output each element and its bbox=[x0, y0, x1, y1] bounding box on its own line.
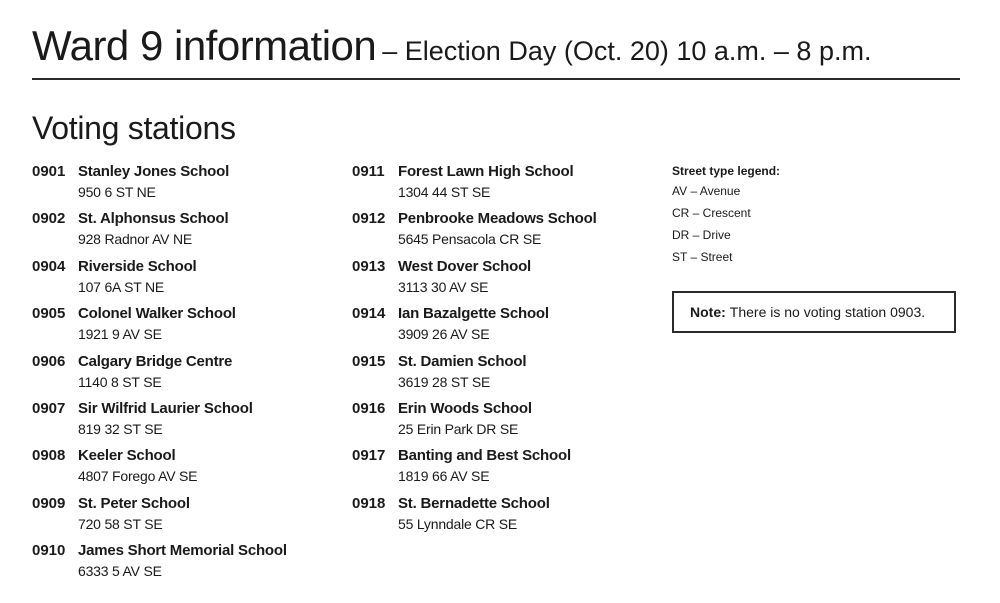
station-name: West Dover School bbox=[398, 257, 532, 275]
station-address: 928 Radnor AV NE bbox=[78, 231, 193, 248]
legend-item: DR – Drive bbox=[672, 228, 731, 242]
station-address: 6333 5 AV SE bbox=[78, 563, 162, 580]
legend-title: Street type legend: bbox=[672, 164, 781, 178]
station-code: 0906 bbox=[32, 352, 66, 370]
stations-column-2 bbox=[352, 162, 652, 541]
station-code: 0910 bbox=[32, 542, 66, 560]
station-name: Stanley Jones School bbox=[78, 163, 230, 180]
station-0908 bbox=[32, 446, 342, 493]
station-0904 bbox=[32, 257, 342, 304]
station-code: 0917 bbox=[352, 447, 386, 465]
station-name: Erin Woods School bbox=[398, 399, 532, 417]
page-header bbox=[32, 14, 960, 80]
station-address: 4807 Forego AV SE bbox=[78, 468, 198, 485]
station-code: 0907 bbox=[32, 399, 66, 417]
station-code: 0905 bbox=[32, 305, 66, 323]
station-0907 bbox=[32, 399, 342, 446]
legend-item: AV – Avenue bbox=[672, 184, 741, 198]
station-code: 0912 bbox=[352, 210, 386, 228]
station-name: St. Damien School bbox=[398, 352, 527, 370]
station-name: Ian Bazalgette School bbox=[398, 305, 549, 323]
note-box bbox=[672, 291, 956, 333]
station-address: 55 Lynndale CR SE bbox=[398, 515, 518, 532]
station-code: 0913 bbox=[352, 257, 386, 275]
station-0909 bbox=[32, 494, 342, 541]
station-code: 0902 bbox=[32, 210, 66, 228]
station-0913 bbox=[352, 257, 652, 304]
legend-item: CR – Crescent bbox=[672, 206, 751, 220]
station-code: 0916 bbox=[352, 399, 386, 417]
station-code: 0918 bbox=[352, 494, 386, 512]
station-0902 bbox=[32, 209, 342, 256]
stations-column-1 bbox=[32, 162, 342, 589]
station-code: 0914 bbox=[352, 305, 386, 323]
station-address: 25 Erin Park DR SE bbox=[398, 420, 519, 437]
station-address: 1819 66 AV SE bbox=[398, 468, 490, 485]
street-type-legend bbox=[672, 162, 780, 268]
station-address: 1921 9 AV SE bbox=[78, 326, 162, 343]
station-name: Colonel Walker School bbox=[78, 305, 236, 323]
station-address: 3113 30 AV SE bbox=[398, 278, 489, 295]
station-0910 bbox=[32, 541, 342, 588]
station-0917 bbox=[352, 446, 652, 493]
station-code: 0911 bbox=[352, 163, 385, 180]
station-code: 0908 bbox=[32, 447, 66, 465]
station-address: 107 6A ST NE bbox=[78, 278, 165, 295]
station-code: 0901 bbox=[32, 163, 66, 180]
station-name: Banting and Best School bbox=[398, 447, 571, 465]
station-address: 1140 8 ST SE bbox=[78, 373, 162, 390]
station-0915 bbox=[352, 352, 652, 399]
station-name: Penbrooke Meadows School bbox=[398, 210, 597, 228]
station-name: St. Bernadette School bbox=[398, 494, 550, 512]
station-code: 0909 bbox=[32, 494, 66, 512]
station-address: 3619 28 ST SE bbox=[398, 373, 491, 390]
station-0901 bbox=[32, 162, 342, 209]
station-code: 0915 bbox=[352, 352, 386, 370]
station-0918 bbox=[352, 494, 652, 541]
station-0912 bbox=[352, 209, 652, 256]
station-name: Forest Lawn High School bbox=[398, 163, 574, 180]
station-0916 bbox=[352, 399, 652, 446]
station-name: Sir Wilfrid Laurier School bbox=[78, 399, 253, 417]
station-name: Riverside School bbox=[78, 257, 197, 275]
station-0906 bbox=[32, 352, 342, 399]
station-address: 1304 44 ST SE bbox=[398, 184, 491, 200]
station-0914 bbox=[352, 304, 652, 351]
note-label: Note: bbox=[690, 304, 726, 320]
station-address: 720 58 ST SE bbox=[78, 515, 163, 532]
station-address: 950 6 ST NE bbox=[78, 184, 156, 200]
station-name: St. Alphonsus School bbox=[78, 210, 229, 228]
station-code: 0904 bbox=[32, 257, 66, 275]
page-title: Ward 9 information bbox=[32, 22, 377, 69]
page-subtitle: – Election Day (Oct. 20) 10 a.m. – 8 p.m. bbox=[382, 36, 872, 66]
station-name: James Short Memorial School bbox=[78, 542, 287, 560]
note-text: There is no voting station 0903. bbox=[729, 304, 926, 320]
legend-item: ST – Street bbox=[672, 250, 733, 264]
station-address: 5645 Pensacola CR SE bbox=[398, 231, 542, 248]
section-title: Voting stations bbox=[32, 110, 236, 146]
station-0905 bbox=[32, 304, 342, 351]
station-address: 819 32 ST SE bbox=[78, 420, 163, 437]
station-0911 bbox=[352, 162, 652, 209]
station-name: Calgary Bridge Centre bbox=[78, 352, 233, 370]
station-address: 3909 26 AV SE bbox=[398, 326, 490, 343]
station-name: St. Peter School bbox=[78, 494, 190, 512]
station-name: Keeler School bbox=[78, 447, 176, 465]
